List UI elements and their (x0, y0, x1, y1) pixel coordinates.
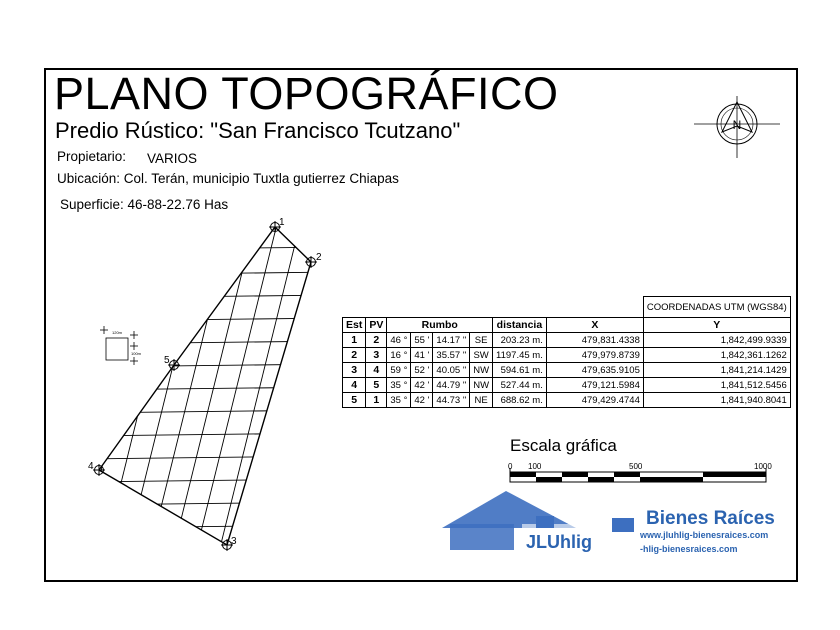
cell-dir: SW (470, 348, 493, 363)
cell-deg: 59 ° (387, 363, 411, 378)
legend-label-height: 100m (131, 351, 142, 356)
cell-est: 1 (343, 333, 366, 348)
cell-min: 55 ' (411, 333, 433, 348)
cell-y: 1,841,512.5456 (643, 378, 790, 393)
col-est: Est (343, 318, 366, 333)
cell-dist: 527.44 m. (493, 378, 547, 393)
cell-sec: 40.05 " (433, 363, 470, 378)
cell-sec: 44.79 " (433, 378, 470, 393)
vertex-label-4: 4 (88, 461, 94, 472)
cell-est: 4 (343, 378, 366, 393)
scale-tick-0: 0 (508, 462, 513, 471)
cell-est: 2 (343, 348, 366, 363)
owner-value: VARIOS (147, 151, 198, 166)
cell-pv: 4 (366, 363, 387, 378)
cell-dir: NE (470, 393, 493, 408)
owner-label: Propietario: (57, 149, 127, 164)
cell-dist: 1197.45 m. (493, 348, 547, 363)
plot-plan (80, 210, 340, 560)
cell-x: 479,831.4338 (546, 333, 643, 348)
vertex-label-3: 3 (231, 536, 237, 547)
vertex-label-1: 1 (279, 217, 285, 228)
watermark-logo (436, 488, 642, 554)
col-x: X (546, 318, 643, 333)
cell-est: 5 (343, 393, 366, 408)
plot-boundary (99, 227, 311, 545)
cell-deg: 46 ° (387, 333, 411, 348)
cell-x: 479,979.8739 (546, 348, 643, 363)
utm-group-header: COORDENADAS UTM (WGS84) (643, 297, 790, 318)
table-row (343, 333, 791, 348)
area-text: Superficie: 46-88-22.76 Has (60, 197, 229, 212)
cell-dir: NW (470, 363, 493, 378)
vertex-label-5: 5 (164, 355, 170, 366)
col-rumbo: Rumbo (387, 318, 493, 333)
coordinates-table (342, 296, 791, 408)
vertex-label-2: 2 (316, 252, 322, 263)
table-row (343, 378, 791, 393)
cell-deg: 35 ° (387, 378, 411, 393)
north-arrow-icon (694, 96, 780, 158)
cell-dir: NW (470, 378, 493, 393)
plan-subtitle: Predio Rústico: "San Francisco Tcutzano" (55, 118, 461, 143)
table-row (343, 348, 791, 363)
cell-pv: 5 (366, 378, 387, 393)
cell-min: 42 ' (411, 393, 433, 408)
cell-min: 41 ' (411, 348, 433, 363)
scale-bar (504, 458, 774, 488)
cell-sec: 44.73 " (433, 393, 470, 408)
cell-pv: 2 (366, 333, 387, 348)
cell-y: 1,842,499.9339 (643, 333, 790, 348)
cell-x: 479,121.5984 (546, 378, 643, 393)
cell-sec: 35.57 " (433, 348, 470, 363)
plot-grid (80, 220, 340, 560)
cell-x: 479,635.9105 (546, 363, 643, 378)
scale-tick-1000: 1000 (754, 462, 772, 471)
plan-title: PLANO TOPOGRÁFICO (54, 68, 559, 119)
cell-min: 52 ' (411, 363, 433, 378)
cell-pv: 3 (366, 348, 387, 363)
col-distancia: distancia (493, 318, 547, 333)
cell-est: 3 (343, 363, 366, 378)
scale-tick-500: 500 (629, 462, 643, 471)
brand-url-secondary: -hlig-bienesraices.com (640, 544, 738, 554)
cell-y: 1,841,940.8041 (643, 393, 790, 408)
scale-tick-100: 100 (528, 462, 542, 471)
brand-name: Bienes Raíces (646, 508, 775, 529)
table-row (343, 393, 791, 408)
logo-text: JLUhlig (526, 532, 592, 552)
north-label: N (732, 118, 742, 132)
cell-sec: 14.17 " (433, 333, 470, 348)
cell-y: 1,842,361.1262 (643, 348, 790, 363)
cell-min: 42 ' (411, 378, 433, 393)
cell-dist: 594.61 m. (493, 363, 547, 378)
scale-title: Escala gráfica (510, 436, 617, 455)
col-pv: PV (366, 318, 387, 333)
cell-deg: 35 ° (387, 393, 411, 408)
cell-y: 1,841,214.1429 (643, 363, 790, 378)
brand-url: www.jluhlig-bienesraices.com (640, 530, 769, 540)
col-y: Y (643, 318, 790, 333)
cell-dist: 203.23 m. (493, 333, 547, 348)
cell-dir: SE (470, 333, 493, 348)
table-row (343, 363, 791, 378)
cell-pv: 1 (366, 393, 387, 408)
cell-dist: 688.62 m. (493, 393, 547, 408)
location-text: Ubicación: Col. Terán, municipio Tuxtla gutierrez Chiapas (57, 171, 399, 186)
cell-x: 479,429.4744 (546, 393, 643, 408)
vertex-markers (93, 221, 317, 551)
cell-deg: 16 ° (387, 348, 411, 363)
legend-label-width: 120m (112, 330, 123, 335)
